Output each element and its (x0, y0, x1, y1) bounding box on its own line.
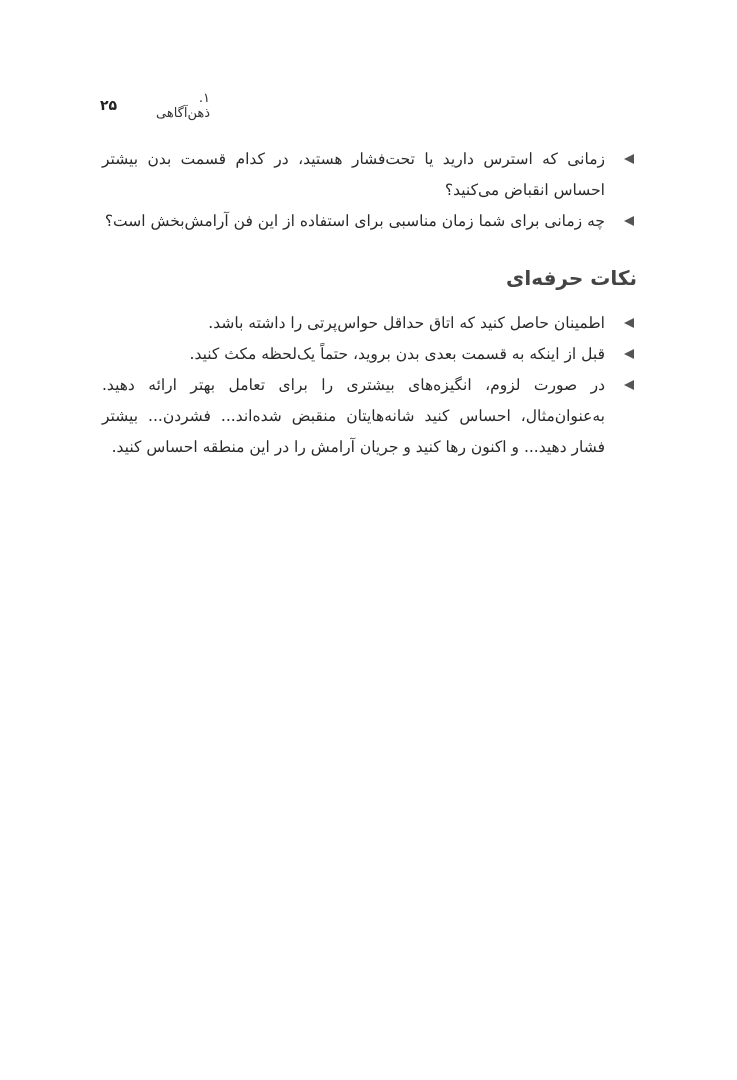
question-text: چه زمانی برای شما زمان مناسبی برای استفاده از این فن آرامش‌بخش است؟ (104, 212, 605, 230)
tip-item (102, 339, 637, 370)
tip-text: قبل از اینکه به قسمت بعدی بدن بروید، حتماً یک‌لحظه مکث کنید. (189, 345, 605, 363)
tip-item (102, 308, 637, 339)
triangle-bullet-icon (624, 349, 634, 359)
section-heading: نکات حرفه‌ای (506, 266, 637, 290)
question-item (102, 206, 637, 237)
triangle-bullet-icon (624, 380, 634, 390)
chapter-title: ۱. ذهن‌آگاهی (156, 91, 210, 121)
page-number: ۲۵ (100, 98, 118, 114)
tip-text: اطمینان حاصل کنید که اتاق حداقل حواس‌پرتی را داشته باشد. (208, 314, 605, 332)
tip-text: در صورت لزوم، انگیزه‌های بیشتری را برای تعامل بهتر ارائه دهید. به‌عنوان‌مثال، احساس کنید شانه‌هایتان منقبض شده‌اند... فشردن... بیشتر فشار دهید... و اکنون رها کنید و جریان آرامش را در این منطقه احساس کنید. (102, 376, 605, 456)
tip-item (102, 370, 637, 463)
triangle-bullet-icon (624, 154, 634, 164)
running-head (100, 91, 210, 121)
triangle-bullet-icon (624, 318, 634, 328)
question-item (102, 144, 637, 206)
tips-list (102, 308, 637, 463)
question-text: زمانی که استرس دارید یا تحت‌فشار هستید، در کدام قسمت بدن بیشتر احساس انقباض می‌کنید؟ (102, 150, 605, 199)
triangle-bullet-icon (624, 216, 634, 226)
question-list (102, 144, 637, 237)
